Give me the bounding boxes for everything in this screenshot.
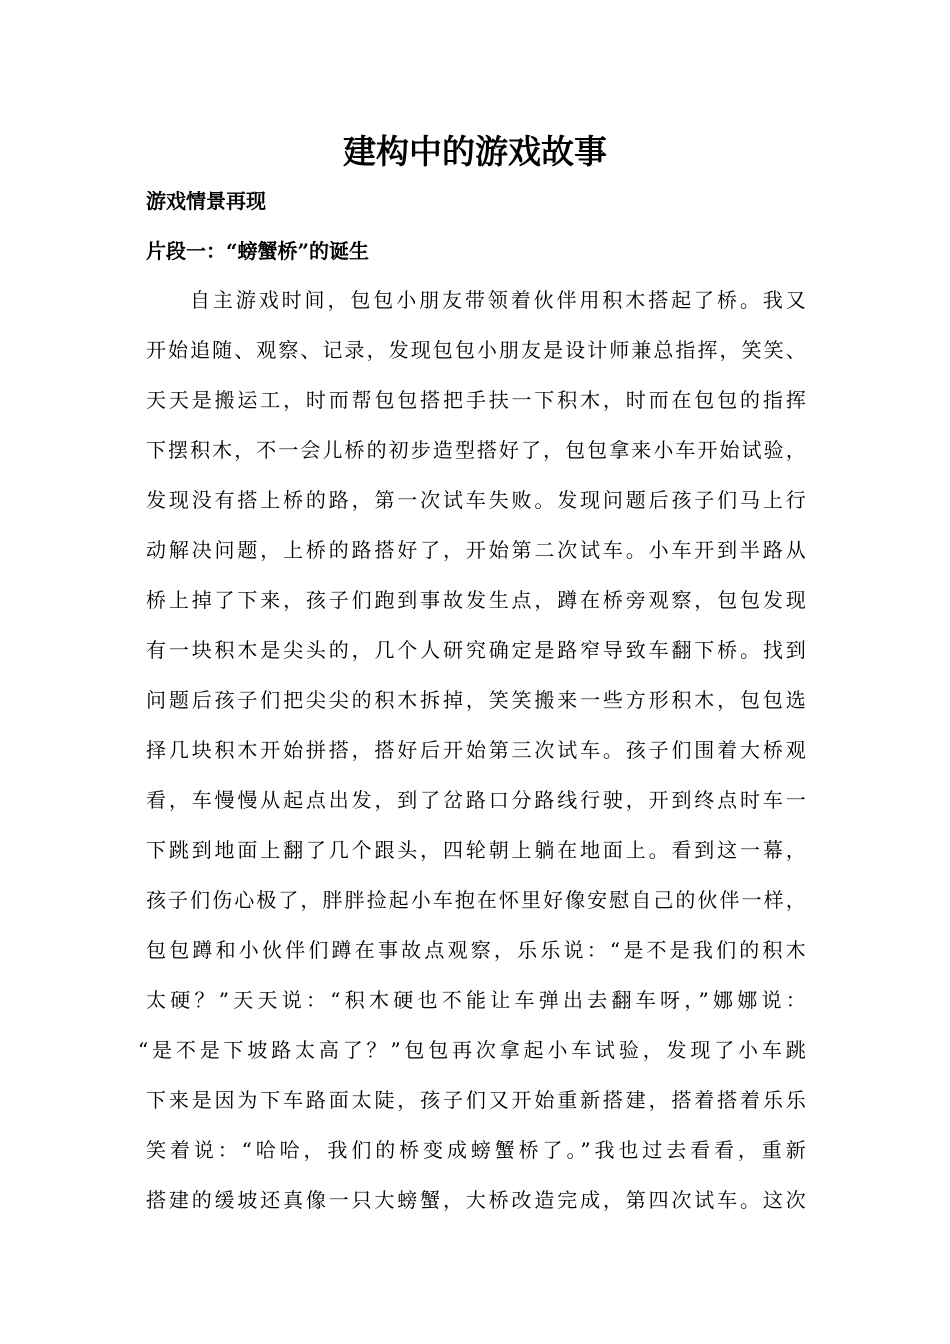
paragraph-line: 自主游戏时间，包包小朋友带领着伙伴用积木搭起了桥。我又	[190, 288, 806, 312]
paragraph-line: 下摆积木，不一会儿桥的初步造型搭好了，包包拿来小车开始试验，	[146, 438, 806, 462]
episode-heading: 片段一：“螃蟹桥”的诞生	[146, 239, 370, 263]
paragraph-line: 动解决问题，上桥的路搭好了，开始第二次试车。小车开到半路从	[146, 538, 806, 562]
paragraph-line: 看，车慢慢从起点出发，到了岔路口分路线行驶，开到终点时车一	[146, 788, 806, 812]
paragraph-line: 笑着说：“哈哈，我们的桥变成螃蟹桥了。”我也过去看看，重新	[146, 1138, 806, 1162]
paragraph-line: 择几块积木开始拼搭，搭好后开始第三次试车。孩子们围着大桥观	[146, 738, 806, 762]
paragraph-line: 下来是因为下车路面太陡，孩子们又开始重新搭建，搭着搭着乐乐	[146, 1088, 806, 1112]
paragraph-line: 桥上掉了下来，孩子们跑到事故发生点，蹲在桥旁观察，包包发现	[146, 588, 806, 612]
paragraph-line: “是不是下坡路太高了？”包包再次拿起小车试验，发现了小车跳	[138, 1038, 806, 1062]
document-title: 建构中的游戏故事	[343, 132, 607, 171]
paragraph-line: 问题后孩子们把尖尖的积木拆掉，笑笑搬来一些方形积木，包包选	[146, 688, 806, 712]
paragraph-line: 太硬？”天天说：“积木硬也不能让车弹出去翻车呀，”娜娜说：	[146, 988, 806, 1012]
paragraph-line: 发现没有搭上桥的路，第一次试车失败。发现问题后孩子们马上行	[146, 488, 806, 512]
paragraph-line: 有一块积木是尖头的，几个人研究确定是路窄导致车翻下桥。找到	[146, 638, 806, 662]
paragraph-line: 开始追随、观察、记录，发现包包小朋友是设计师兼总指挥，笑笑、	[146, 338, 806, 362]
story-paragraph	[138, 285, 806, 1235]
paragraph-line: 天天是搬运工，时而帮包包搭把手扶一下积木，时而在包包的指挥	[146, 388, 806, 412]
paragraph-line: 搭建的缓坡还真像一只大螃蟹，大桥改造完成，第四次试车。这次	[146, 1188, 806, 1212]
paragraph-line: 包包蹲和小伙伴们蹲在事故点观察，乐乐说：“是不是我们的积木	[146, 938, 806, 962]
paragraph-line: 孩子们伤心极了，胖胖捡起小车抱在怀里好像安慰自己的伙伴一样，	[146, 888, 806, 912]
paragraph-line: 下跳到地面上翻了几个跟头，四轮朝上躺在地面上。看到这一幕，	[146, 838, 806, 862]
section-heading: 游戏情景再现	[146, 189, 266, 213]
